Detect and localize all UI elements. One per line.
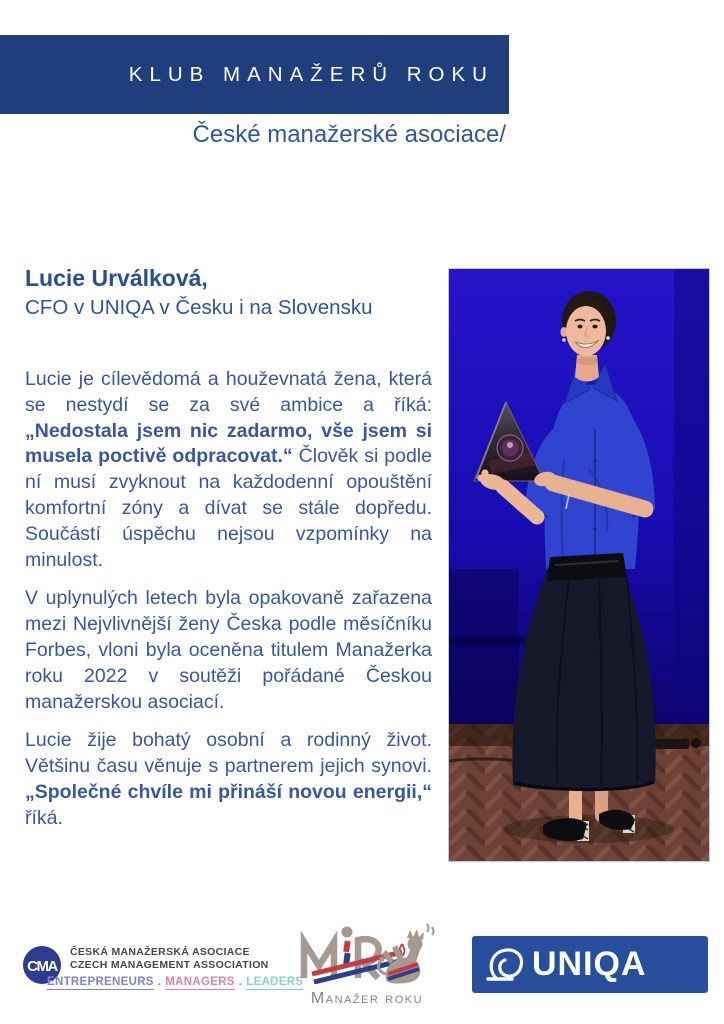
tagline-dot: . <box>238 976 243 988</box>
cma-name-cz: ČESKÁ MANAŽERSKÁ ASOCIACE <box>70 946 250 958</box>
uniqa-wordmark: UNIQA <box>532 945 647 983</box>
header-banner <box>0 35 509 114</box>
manazer-roku-logo <box>297 922 437 1008</box>
tagline-entrepreneurs: ENTREPRENEURS <box>47 976 154 988</box>
bio-segment: Člověk si podle ní musí zvyknout na každodenní opouštění komfortní zóny a dívat se stále dopředu. Součástí úspěchu nejsou vzpomínky na minulost. <box>25 445 432 571</box>
subtitle: České manažerské asociace/ <box>192 121 506 148</box>
bio-segment: Lucie je cílevědomá a houževnatá žena, která se nestydí se za své ambice a říká: <box>25 368 432 416</box>
manazer-roku-label: Manažer roku <box>310 990 424 1007</box>
person-role: CFO v UNIQA v Česku i na Slovensku <box>25 296 373 319</box>
bio-paragraph-2 <box>25 586 432 715</box>
bio-segment: V uplynulých letech byla opakovaně zařazena mezi Nejvlivnější ženy Česka podle měsíčníku Forbes, vloni byla oceněna titulem Manažerka roku 2022 v soutěži pořádané Českou manažerskou asociací. <box>25 587 432 713</box>
manazer-roku-lion-icon <box>298 922 436 984</box>
bio-quote-bold: „Společné chvíle mi přináší novou energii,“ <box>25 780 432 803</box>
tagline-dot: . <box>157 976 162 988</box>
person-name: Lucie Urválková, <box>25 265 208 291</box>
portrait-photo <box>448 268 710 862</box>
uniqa-q-icon <box>484 945 528 985</box>
bio-paragraph-1 <box>25 367 432 573</box>
bio-paragraph-3 <box>25 728 432 831</box>
cma-tagline <box>47 976 303 988</box>
tagline-leaders: LEADERS <box>246 976 304 988</box>
bio-segment: Lucie žije bohatý osobní a rodinný život. Většinu času věnuje s partnerem jejich synovi. <box>25 729 432 778</box>
bio-text <box>25 367 432 845</box>
cma-association-names <box>70 946 269 972</box>
cma-monogram-text: CMA <box>27 958 57 975</box>
cma-name-en: CZECH MANAGEMENT ASSOCIATION <box>70 959 269 971</box>
uniqa-logo <box>472 936 708 993</box>
banner-title: KLUB MANAŽERŮ ROKU <box>128 62 494 86</box>
person-heading <box>25 265 435 320</box>
bio-quote-bold: „Nedostala jsem nic zadarmo, vše jsem si musela poctivě odpracovat.“ <box>25 419 432 468</box>
portrait-photo-graphic <box>449 269 709 861</box>
bio-segment: říká. <box>25 806 63 829</box>
tagline-managers: MANAGERS <box>165 976 235 988</box>
